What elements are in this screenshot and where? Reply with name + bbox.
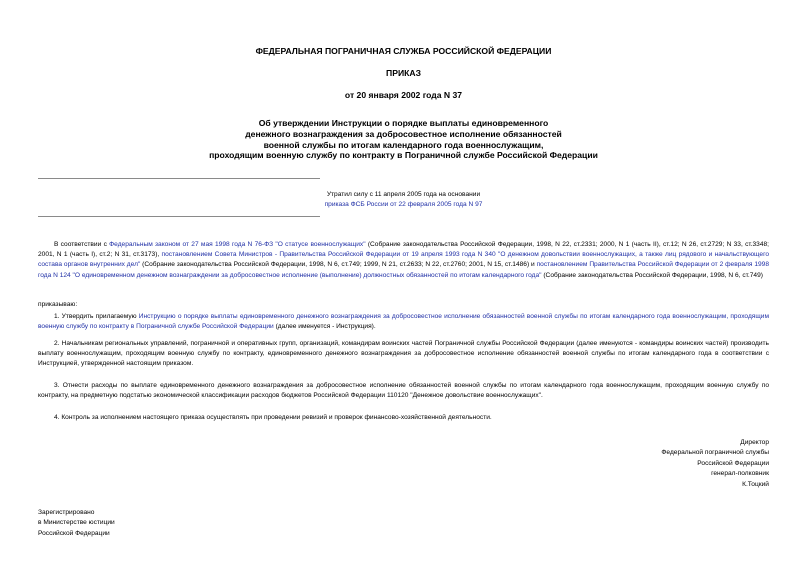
signature-block bbox=[529, 438, 769, 490]
government-resolution-link[interactable]: постановлением Правительства Российской Федерации от 2 февраля 1998 года N 124 "О единовременном денежном вознаграждении за добросовестное исполнение (выполнение) должностных обязанностей по итогам календарного года" bbox=[38, 261, 769, 279]
signature-line: К.Тоцкий bbox=[742, 480, 769, 488]
registration-line: в Министерстве юстиции bbox=[38, 519, 115, 527]
item-2: 2. Начальникам региональных управлений, пограничной и оперативных групп, организаций, командирам воинских частей Пограничной службы Российской Федерации (далее именуются - командиры воинских частей) производить выплату военнослужащим, проходящим военную службу по контракту, единовременного денежного вознаграждения за добросовестное исполнение обязанностей военной службы по итогам календарного года в соответствии с Инструкцией, утвержденной настоящим приказом. bbox=[38, 340, 769, 368]
signature-line: Федеральной пограничной службы bbox=[661, 449, 769, 457]
document-type: ПРИКАЗ bbox=[386, 68, 421, 78]
divider-top bbox=[38, 178, 320, 179]
signature-line: Директор bbox=[740, 439, 769, 446]
divider-bottom bbox=[38, 216, 320, 217]
lost-force-text: Утратил силу с 11 апреля 2005 года на основании bbox=[326, 191, 481, 198]
signature-line: Российской Федерации bbox=[697, 459, 769, 467]
intro-text: В соответствии с bbox=[54, 241, 110, 248]
intro-text: (Собрание законодательства Российской Федерации, 1998, N 6, ст.749) bbox=[541, 271, 763, 279]
item-4: 4. Контроль за исполнением настоящего приказа осуществлять при проведении ревизий и проверок финансово-хозяйственной деятельности. bbox=[54, 414, 492, 421]
item-1 bbox=[38, 312, 769, 332]
item-text: 1. Утвердить прилагаемую bbox=[54, 313, 139, 320]
intro-text: (Собрание законодательства Российской Федерации, 1998, N 22, ст.2331; 2000, N 1 (часть II), ст.12; N 26, ст.2729; N 33, ст.3348; 2001, N 1 (часть I), ст.2; N 31, ст.3173), bbox=[38, 241, 769, 259]
federal-law-link[interactable]: Федеральным законом от 27 мая 1998 года N 76-ФЗ "О статусе военнослужащих" bbox=[109, 241, 366, 248]
title-line: военной службы по итогам календарного года военнослужащим, bbox=[263, 139, 544, 150]
item-text: (далее именуется - Инструкция). bbox=[273, 323, 376, 331]
intro-text: (Собрание законодательства Российской Федерации, 1998, N 6, ст.749; 1999, N 21, ст.2633; N 22, ст.2760; 2001, N 15, ст.1486) и bbox=[140, 261, 537, 269]
instruction-link[interactable]: Инструкцию о порядке выплаты единовременного денежного вознаграждения за добросовестное исполнение обязанностей военной службы по итогам календарного года военнослужащим, проходящим военную службу по контракту в Пограничной службе Российской Федерации bbox=[38, 313, 769, 331]
council-resolution-link[interactable]: постановлением Совета Министров - Правительства Российской Федерации от 19 апреля 1993 года N 340 "О денежном довольствии военнослужащих, а также лиц рядового и начальствующего состава органов внутренних дел" bbox=[38, 251, 769, 269]
issuing-organization: ФЕДЕРАЛЬНАЯ ПОГРАНИЧНАЯ СЛУЖБА РОССИЙСКОЙ ФЕДЕРАЦИИ bbox=[255, 46, 552, 56]
signature-line: генерал-полковник bbox=[711, 470, 769, 478]
registration-block bbox=[38, 508, 115, 539]
registration-line: Зарегистрировано bbox=[38, 509, 95, 516]
title-line: Об утверждении Инструкции о порядке выплаты единовременного bbox=[258, 118, 549, 128]
intro-paragraph bbox=[38, 240, 769, 281]
title-line: денежного вознаграждения за добросовестное исполнение обязанностей bbox=[245, 128, 562, 139]
lost-force-note bbox=[0, 190, 807, 210]
orders-word: приказываю: bbox=[38, 301, 78, 308]
title-line: проходящим военную службу по контракту в Пограничной службе Российской Федерации bbox=[209, 150, 598, 161]
document-date-number: от 20 января 2002 года N 37 bbox=[344, 90, 463, 100]
lost-force-link[interactable]: приказа ФСБ России от 22 февраля 2005 года N 97 bbox=[324, 201, 483, 208]
document-title bbox=[0, 118, 807, 161]
item-3: 3. Отнести расходы по выплате единовременного денежного вознаграждения за добросовестное исполнение обязанностей военной службы по итогам календарного года военнослужащим, проходящим военную службу по контракту, на предметную подстатью экономической классификации расходов бюджетов Российской Федерации 110120 "Денежное довольствие военнослужащих". bbox=[38, 382, 769, 400]
registration-line: Российской Федерации bbox=[38, 529, 110, 537]
